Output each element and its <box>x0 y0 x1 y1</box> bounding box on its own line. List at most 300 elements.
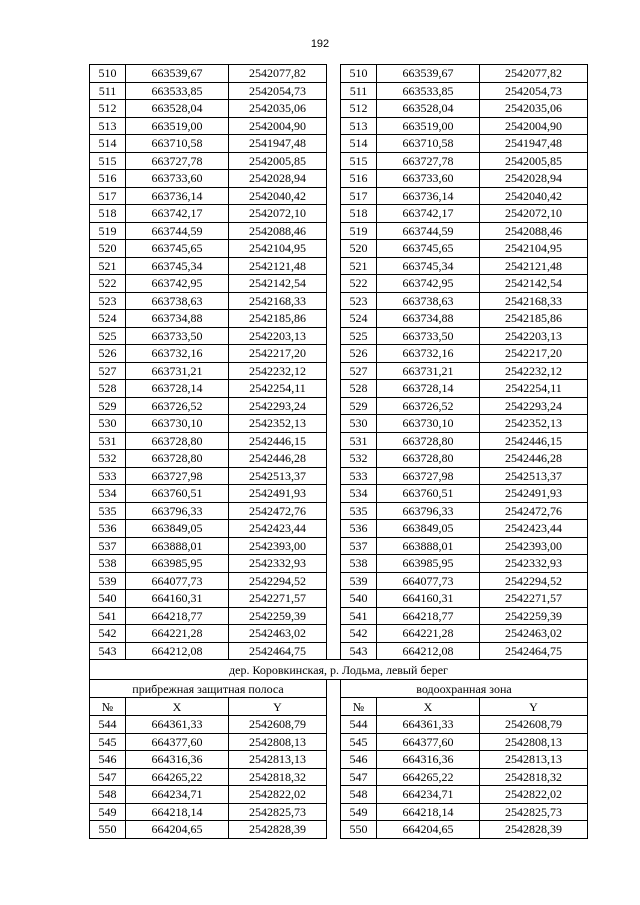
left-x-coordinate: 663519,00 <box>126 117 229 135</box>
right-point-number: 517 <box>341 187 377 205</box>
right-x-coordinate: 663728,80 <box>377 450 480 468</box>
right-y-coordinate: 2542168,33 <box>480 292 588 310</box>
right-x-coordinate: 663985,95 <box>377 555 480 573</box>
table-row <box>90 502 588 520</box>
right-point-number: 522 <box>341 275 377 293</box>
right-x-coordinate: 663888,01 <box>377 537 480 555</box>
right-point-number: 549 <box>341 803 377 821</box>
right-y-coordinate: 2542294,52 <box>480 572 588 590</box>
page-number: 192 <box>310 38 330 50</box>
column-gap <box>327 607 341 625</box>
right-y-coordinate: 2542446,15 <box>480 432 588 450</box>
right-x-coordinate: 663728,80 <box>377 432 480 450</box>
left-point-number: 518 <box>90 205 126 223</box>
table-row <box>90 768 588 786</box>
right-point-number: 539 <box>341 572 377 590</box>
left-header-number: № <box>90 698 126 716</box>
right-x-coordinate: 664160,31 <box>377 590 480 608</box>
column-gap <box>327 768 341 786</box>
column-gap <box>327 397 341 415</box>
left-point-number: 512 <box>90 100 126 118</box>
right-x-coordinate: 663734,88 <box>377 310 480 328</box>
right-y-coordinate: 2542293,24 <box>480 397 588 415</box>
left-point-number: 549 <box>90 803 126 821</box>
column-gap <box>327 82 341 100</box>
left-point-number: 545 <box>90 733 126 751</box>
column-gap <box>327 520 341 538</box>
column-gap <box>327 362 341 380</box>
column-gap <box>327 205 341 223</box>
right-point-number: 524 <box>341 310 377 328</box>
coordinates-table <box>89 64 588 839</box>
left-x-coordinate: 663738,63 <box>126 292 229 310</box>
column-gap <box>327 467 341 485</box>
right-y-coordinate: 2542054,73 <box>480 82 588 100</box>
left-x-coordinate: 663742,95 <box>126 275 229 293</box>
right-x-coordinate: 663726,52 <box>377 397 480 415</box>
table-row <box>90 152 588 170</box>
left-y-coordinate: 2542217,20 <box>229 345 327 363</box>
left-header-y: Y <box>229 698 327 716</box>
right-y-coordinate: 2542232,12 <box>480 362 588 380</box>
column-gap <box>327 733 341 751</box>
right-y-coordinate: 2542825,73 <box>480 803 588 821</box>
right-point-number: 518 <box>341 205 377 223</box>
left-point-number: 526 <box>90 345 126 363</box>
right-point-number: 516 <box>341 170 377 188</box>
column-gap <box>327 327 341 345</box>
left-point-number: 523 <box>90 292 126 310</box>
column-gap <box>327 751 341 769</box>
table-row <box>90 82 588 100</box>
table-row <box>90 397 588 415</box>
right-point-number: 538 <box>341 555 377 573</box>
right-x-coordinate: 664316,36 <box>377 751 480 769</box>
left-y-coordinate: 2542203,13 <box>229 327 327 345</box>
right-y-coordinate: 2542808,13 <box>480 733 588 751</box>
left-point-number: 550 <box>90 821 126 839</box>
left-x-coordinate: 663726,52 <box>126 397 229 415</box>
table-row <box>90 803 588 821</box>
right-point-number: 520 <box>341 240 377 258</box>
right-point-number: 536 <box>341 520 377 538</box>
left-point-number: 530 <box>90 415 126 433</box>
right-y-coordinate: 2542352,13 <box>480 415 588 433</box>
right-point-number: 533 <box>341 467 377 485</box>
right-x-coordinate: 664221,28 <box>377 625 480 643</box>
left-point-number: 515 <box>90 152 126 170</box>
table-row <box>90 590 588 608</box>
column-gap <box>327 152 341 170</box>
right-x-coordinate: 664218,77 <box>377 607 480 625</box>
right-point-number: 514 <box>341 135 377 153</box>
column-gap <box>327 450 341 468</box>
right-y-coordinate: 2542813,13 <box>480 751 588 769</box>
table-row <box>90 205 588 223</box>
left-point-number: 537 <box>90 537 126 555</box>
right-x-coordinate: 663796,33 <box>377 502 480 520</box>
table-row <box>90 345 588 363</box>
right-y-coordinate: 2542423,44 <box>480 520 588 538</box>
left-point-number: 516 <box>90 170 126 188</box>
column-gap <box>327 135 341 153</box>
right-header-x: X <box>377 698 480 716</box>
left-x-coordinate: 664221,28 <box>126 625 229 643</box>
table-row <box>90 100 588 118</box>
right-y-coordinate: 2542203,13 <box>480 327 588 345</box>
column-gap <box>327 275 341 293</box>
column-gap <box>327 803 341 821</box>
left-y-coordinate: 2542185,86 <box>229 310 327 328</box>
column-gap <box>327 310 341 328</box>
left-x-coordinate: 663727,78 <box>126 152 229 170</box>
left-y-coordinate: 2542088,46 <box>229 222 327 240</box>
left-point-number: 538 <box>90 555 126 573</box>
right-point-number: 510 <box>341 65 377 83</box>
left-header-x: X <box>126 698 229 716</box>
left-y-coordinate: 2542818,32 <box>229 768 327 786</box>
table-row <box>90 716 588 734</box>
column-gap <box>327 292 341 310</box>
left-point-number: 514 <box>90 135 126 153</box>
left-y-coordinate: 2542423,44 <box>229 520 327 538</box>
right-y-coordinate: 2542463,02 <box>480 625 588 643</box>
right-point-number: 543 <box>341 642 377 660</box>
left-x-coordinate: 663732,16 <box>126 345 229 363</box>
table-row <box>90 187 588 205</box>
left-x-coordinate: 663744,59 <box>126 222 229 240</box>
left-y-coordinate: 2542254,11 <box>229 380 327 398</box>
left-point-number: 517 <box>90 187 126 205</box>
left-x-coordinate: 664212,08 <box>126 642 229 660</box>
left-y-coordinate: 2542813,13 <box>229 751 327 769</box>
left-point-number: 519 <box>90 222 126 240</box>
table-row <box>90 362 588 380</box>
right-point-number: 513 <box>341 117 377 135</box>
right-x-coordinate: 663733,60 <box>377 170 480 188</box>
left-y-coordinate: 2542293,24 <box>229 397 327 415</box>
right-point-number: 511 <box>341 82 377 100</box>
table-row <box>90 240 588 258</box>
left-y-coordinate: 2542464,75 <box>229 642 327 660</box>
left-point-number: 520 <box>90 240 126 258</box>
right-y-coordinate: 2542104,95 <box>480 240 588 258</box>
right-point-number: 515 <box>341 152 377 170</box>
column-gap <box>327 642 341 660</box>
table-row <box>90 751 588 769</box>
left-point-number: 525 <box>90 327 126 345</box>
left-y-coordinate: 2542332,93 <box>229 555 327 573</box>
column-gap <box>327 100 341 118</box>
left-y-coordinate: 2542825,73 <box>229 803 327 821</box>
right-y-coordinate: 2542088,46 <box>480 222 588 240</box>
table-row <box>90 537 588 555</box>
right-x-coordinate: 664234,71 <box>377 786 480 804</box>
left-y-coordinate: 2542446,15 <box>229 432 327 450</box>
column-gap <box>327 716 341 734</box>
left-y-coordinate: 2542472,76 <box>229 502 327 520</box>
left-point-number: 541 <box>90 607 126 625</box>
right-point-number: 523 <box>341 292 377 310</box>
table-row <box>90 275 588 293</box>
left-point-number: 529 <box>90 397 126 415</box>
column-gap <box>327 590 341 608</box>
left-y-coordinate: 2541947,48 <box>229 135 327 153</box>
right-y-coordinate: 2542332,93 <box>480 555 588 573</box>
left-x-coordinate: 663796,33 <box>126 502 229 520</box>
column-gap <box>327 625 341 643</box>
right-y-coordinate: 2542822,02 <box>480 786 588 804</box>
table-row <box>90 135 588 153</box>
right-x-coordinate: 664218,14 <box>377 803 480 821</box>
left-point-number: 540 <box>90 590 126 608</box>
left-point-number: 522 <box>90 275 126 293</box>
right-x-coordinate: 663745,65 <box>377 240 480 258</box>
left-x-coordinate: 664265,22 <box>126 768 229 786</box>
left-x-coordinate: 663728,80 <box>126 432 229 450</box>
left-y-coordinate: 2542168,33 <box>229 292 327 310</box>
right-x-coordinate: 663745,34 <box>377 257 480 275</box>
right-y-coordinate: 2542077,82 <box>480 65 588 83</box>
left-y-coordinate: 2542142,54 <box>229 275 327 293</box>
left-y-coordinate: 2542077,82 <box>229 65 327 83</box>
left-y-coordinate: 2542393,00 <box>229 537 327 555</box>
column-gap <box>327 240 341 258</box>
right-x-coordinate: 663528,04 <box>377 100 480 118</box>
left-x-coordinate: 663760,51 <box>126 485 229 503</box>
left-point-number: 547 <box>90 768 126 786</box>
table-row <box>90 520 588 538</box>
right-point-number: 531 <box>341 432 377 450</box>
left-y-coordinate: 2542446,28 <box>229 450 327 468</box>
right-point-number: 525 <box>341 327 377 345</box>
left-point-number: 531 <box>90 432 126 450</box>
column-gap <box>327 680 341 698</box>
left-point-number: 534 <box>90 485 126 503</box>
left-x-coordinate: 664160,31 <box>126 590 229 608</box>
right-y-coordinate: 2542185,86 <box>480 310 588 328</box>
right-y-coordinate: 2542828,39 <box>480 821 588 839</box>
right-x-coordinate: 663733,50 <box>377 327 480 345</box>
right-point-number: 546 <box>341 751 377 769</box>
column-gap <box>327 187 341 205</box>
top-rows <box>90 65 588 660</box>
right-y-coordinate: 2542446,28 <box>480 450 588 468</box>
right-y-coordinate: 2542142,54 <box>480 275 588 293</box>
right-y-coordinate: 2542393,00 <box>480 537 588 555</box>
table-row <box>90 222 588 240</box>
left-x-coordinate: 663730,10 <box>126 415 229 433</box>
right-x-coordinate: 663742,95 <box>377 275 480 293</box>
left-y-coordinate: 2542352,13 <box>229 415 327 433</box>
table-row <box>90 415 588 433</box>
column-gap <box>327 537 341 555</box>
right-x-coordinate: 663727,78 <box>377 152 480 170</box>
left-y-coordinate: 2542005,85 <box>229 152 327 170</box>
right-x-coordinate: 664212,08 <box>377 642 480 660</box>
left-x-coordinate: 663728,80 <box>126 450 229 468</box>
right-header-y: Y <box>480 698 588 716</box>
right-x-coordinate: 663710,58 <box>377 135 480 153</box>
column-gap <box>327 821 341 839</box>
left-x-coordinate: 663849,05 <box>126 520 229 538</box>
right-x-coordinate: 663539,67 <box>377 65 480 83</box>
right-y-coordinate: 2541947,48 <box>480 135 588 153</box>
table-row <box>90 485 588 503</box>
right-zone-title: водоохранная зона <box>341 680 588 698</box>
left-point-number: 510 <box>90 65 126 83</box>
right-point-number: 545 <box>341 733 377 751</box>
right-x-coordinate: 663760,51 <box>377 485 480 503</box>
left-x-coordinate: 663731,21 <box>126 362 229 380</box>
right-x-coordinate: 664077,73 <box>377 572 480 590</box>
left-y-coordinate: 2542004,90 <box>229 117 327 135</box>
table-row <box>90 572 588 590</box>
right-y-coordinate: 2542121,48 <box>480 257 588 275</box>
right-y-coordinate: 2542608,79 <box>480 716 588 734</box>
table-row <box>90 432 588 450</box>
left-y-coordinate: 2542808,13 <box>229 733 327 751</box>
table-row <box>90 786 588 804</box>
left-point-number: 511 <box>90 82 126 100</box>
column-gap <box>327 698 341 716</box>
column-gap <box>327 257 341 275</box>
table-row <box>90 310 588 328</box>
right-point-number: 548 <box>341 786 377 804</box>
table-row <box>90 625 588 643</box>
left-point-number: 521 <box>90 257 126 275</box>
left-y-coordinate: 2542828,39 <box>229 821 327 839</box>
right-y-coordinate: 2542005,85 <box>480 152 588 170</box>
table-row <box>90 170 588 188</box>
right-point-number: 544 <box>341 716 377 734</box>
right-y-coordinate: 2542254,11 <box>480 380 588 398</box>
right-point-number: 529 <box>341 397 377 415</box>
left-x-coordinate: 663734,88 <box>126 310 229 328</box>
column-gap <box>327 432 341 450</box>
left-x-coordinate: 663985,95 <box>126 555 229 573</box>
right-point-number: 550 <box>341 821 377 839</box>
left-x-coordinate: 663745,34 <box>126 257 229 275</box>
column-gap <box>327 117 341 135</box>
right-x-coordinate: 664377,60 <box>377 733 480 751</box>
left-x-coordinate: 663733,60 <box>126 170 229 188</box>
table-row <box>90 733 588 751</box>
section-title: дер. Коровкинская, р. Лодьма, левый берег <box>90 660 588 680</box>
table-row <box>90 292 588 310</box>
left-x-coordinate: 664377,60 <box>126 733 229 751</box>
left-x-coordinate: 663710,58 <box>126 135 229 153</box>
right-y-coordinate: 2542217,20 <box>480 345 588 363</box>
left-y-coordinate: 2542491,93 <box>229 485 327 503</box>
left-x-coordinate: 664218,14 <box>126 803 229 821</box>
right-y-coordinate: 2542035,06 <box>480 100 588 118</box>
left-x-coordinate: 664234,71 <box>126 786 229 804</box>
right-x-coordinate: 663533,85 <box>377 82 480 100</box>
left-x-coordinate: 663742,17 <box>126 205 229 223</box>
left-y-coordinate: 2542513,37 <box>229 467 327 485</box>
right-x-coordinate: 663731,21 <box>377 362 480 380</box>
left-y-coordinate: 2542072,10 <box>229 205 327 223</box>
left-x-coordinate: 663528,04 <box>126 100 229 118</box>
left-point-number: 524 <box>90 310 126 328</box>
right-point-number: 512 <box>341 100 377 118</box>
right-x-coordinate: 663730,10 <box>377 415 480 433</box>
left-x-coordinate: 663745,65 <box>126 240 229 258</box>
left-point-number: 546 <box>90 751 126 769</box>
left-x-coordinate: 663888,01 <box>126 537 229 555</box>
left-point-number: 527 <box>90 362 126 380</box>
right-y-coordinate: 2542818,32 <box>480 768 588 786</box>
right-x-coordinate: 663736,14 <box>377 187 480 205</box>
left-x-coordinate: 664361,33 <box>126 716 229 734</box>
right-x-coordinate: 663738,63 <box>377 292 480 310</box>
right-y-coordinate: 2542040,42 <box>480 187 588 205</box>
right-y-coordinate: 2542259,39 <box>480 607 588 625</box>
left-point-number: 533 <box>90 467 126 485</box>
right-x-coordinate: 664204,65 <box>377 821 480 839</box>
right-x-coordinate: 663744,59 <box>377 222 480 240</box>
column-gap <box>327 572 341 590</box>
left-y-coordinate: 2542271,57 <box>229 590 327 608</box>
right-point-number: 528 <box>341 380 377 398</box>
right-point-number: 532 <box>341 450 377 468</box>
column-gap <box>327 415 341 433</box>
left-y-coordinate: 2542028,94 <box>229 170 327 188</box>
right-header-number: № <box>341 698 377 716</box>
left-x-coordinate: 664077,73 <box>126 572 229 590</box>
left-x-coordinate: 663539,67 <box>126 65 229 83</box>
left-x-coordinate: 663728,14 <box>126 380 229 398</box>
table-row <box>90 450 588 468</box>
left-point-number: 513 <box>90 117 126 135</box>
right-point-number: 537 <box>341 537 377 555</box>
left-y-coordinate: 2542121,48 <box>229 257 327 275</box>
left-point-number: 532 <box>90 450 126 468</box>
right-point-number: 547 <box>341 768 377 786</box>
right-y-coordinate: 2542072,10 <box>480 205 588 223</box>
column-gap <box>327 786 341 804</box>
left-y-coordinate: 2542104,95 <box>229 240 327 258</box>
right-y-coordinate: 2542513,37 <box>480 467 588 485</box>
left-y-coordinate: 2542822,02 <box>229 786 327 804</box>
left-zone-title: прибрежная защитная полоса <box>90 680 327 698</box>
table-row <box>90 327 588 345</box>
column-gap <box>327 65 341 83</box>
right-x-coordinate: 664361,33 <box>377 716 480 734</box>
left-x-coordinate: 664204,65 <box>126 821 229 839</box>
table-row <box>90 821 588 839</box>
column-gap <box>327 170 341 188</box>
left-point-number: 535 <box>90 502 126 520</box>
right-x-coordinate: 663732,16 <box>377 345 480 363</box>
column-gap <box>327 502 341 520</box>
left-y-coordinate: 2542259,39 <box>229 607 327 625</box>
bottom-rows <box>90 716 588 839</box>
right-point-number: 540 <box>341 590 377 608</box>
table-row <box>90 642 588 660</box>
right-point-number: 542 <box>341 625 377 643</box>
left-point-number: 542 <box>90 625 126 643</box>
column-gap <box>327 345 341 363</box>
right-point-number: 521 <box>341 257 377 275</box>
table-row <box>90 257 588 275</box>
left-point-number: 544 <box>90 716 126 734</box>
right-x-coordinate: 663849,05 <box>377 520 480 538</box>
left-x-coordinate: 664316,36 <box>126 751 229 769</box>
column-gap <box>327 222 341 240</box>
left-x-coordinate: 663733,50 <box>126 327 229 345</box>
